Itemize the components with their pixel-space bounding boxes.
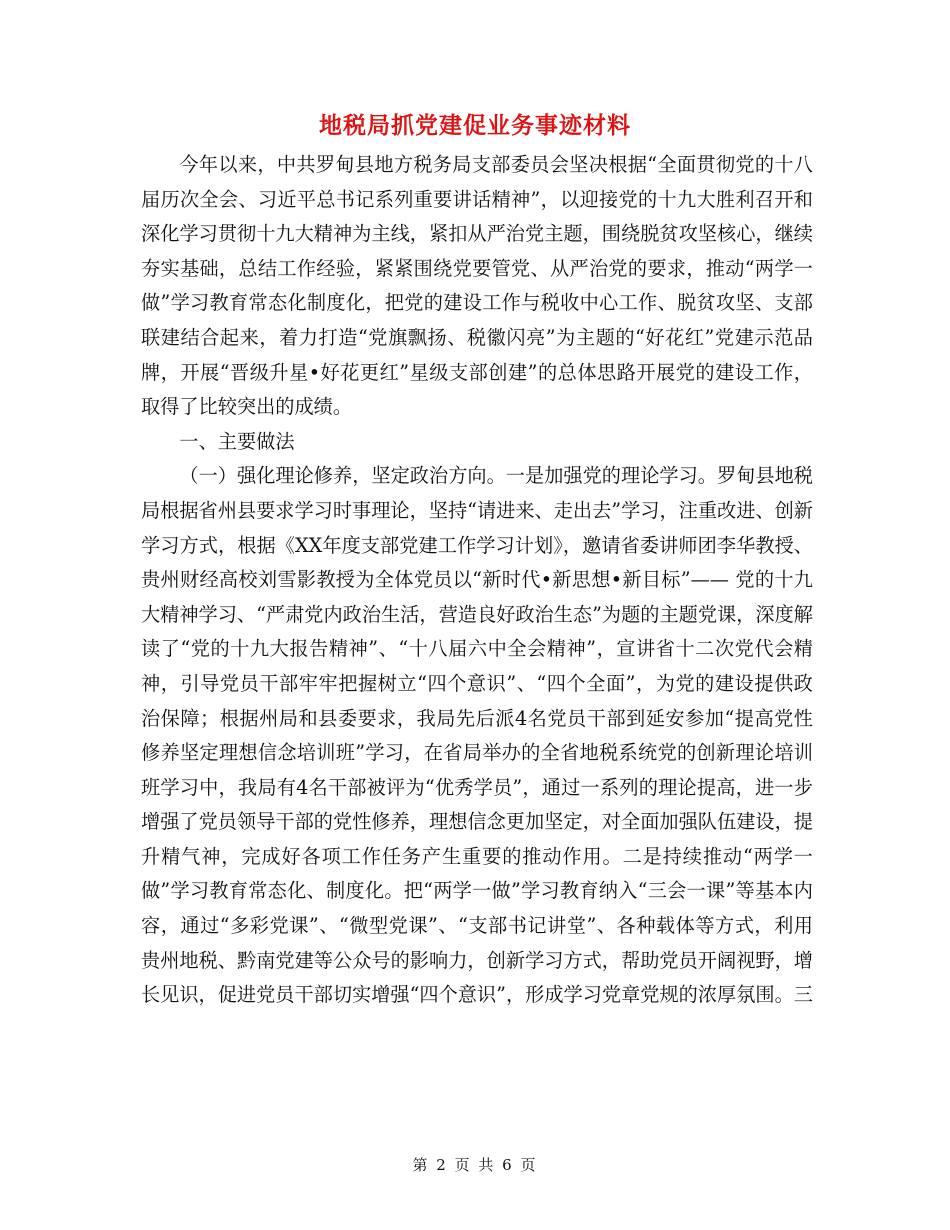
section-heading-main-practices: 一、主要做法 xyxy=(179,429,295,453)
document-body xyxy=(141,148,813,1013)
subsection-paragraph-theory: （一）强化理论修养，坚定政治方向。一是加强党的理论学习。罗甸县地税局根据省州县要求学习时事理论，坚持“请进来、走出去”学习，注重改进、创新学习方式，根据《XX年度支部党建工作学习计划》，邀请省委讲师团李华教授、贵州财经高校刘雪影教授为全体党员以“新时代•新思想•新目标”—— 党的十九大精神学习、“严肃党内政治生活，营造良好政治生态”为题的主题党课，深度解读了“党的十九大报告精神”、“十八届六中全会精神”，宣讲省十二次党代会精神，引导党员干部牢牢把握树立“四个意识”、“四个全面”，为党的建设提供政治保障；根据州局和县委要求，我局先后派4名党员干部到延安参加“提高党性修养坚定理想信念培训班”学习，在省局举办的全省地税系统党的创新理论培训班学习中，我局有4名干部被评为“优秀学员”，通过一系列的理论提高，进一步增强了党员领导干部的党性修养，理想信念更加坚定，对全面加强队伍建设，提升精气神，完成好各项工作任务产生重要的推动作用。二是持续推动“两学一做”学习教育常态化、制度化。把“两学一做”学习教育纳入“三会一课”等基本内容，通过“多彩党课”、“微型党课”、“支部书记讲堂”、各种载体等方式，利用贵州地税、黔南党建等公众号的影响力，创新学习方式，帮助党员开阔视野，增长见识，促进党员干部切实增强“四个意识”，形成学习党章党规的浓厚氛围。三 xyxy=(141,464,813,1007)
page-number-footer: 第 2 页 共 6 页 xyxy=(412,1156,538,1174)
intro-paragraph: 今年以来，中共罗甸县地方税务局支部委员会坚决根据“全面贯彻党的十八届历次全会、习近平总书记系列重要讲话精神”，以迎接党的十九大胜利召开和深化学习贯彻十九大精神为主线，紧扣从严治党主题，围绕脱贫攻坚核心，继续夯实基础，总结工作经验，紧紧围绕党要管党、从严治党的要求，推动“两学一做”学习教育常态化制度化，把党的建设工作与税收中心工作、脱贫攻坚、支部联建结合起来，着力打造“党旗飘扬、税徽闪亮”为主题的“好花红”党建示范品牌，开展“晋级升星•好花更红”星级支部创建”的总体思路开展党的建设工作，取得了比较突出的成绩。 xyxy=(141,153,813,419)
document-title: 地税局抓党建促业务事迹材料 xyxy=(319,112,631,139)
